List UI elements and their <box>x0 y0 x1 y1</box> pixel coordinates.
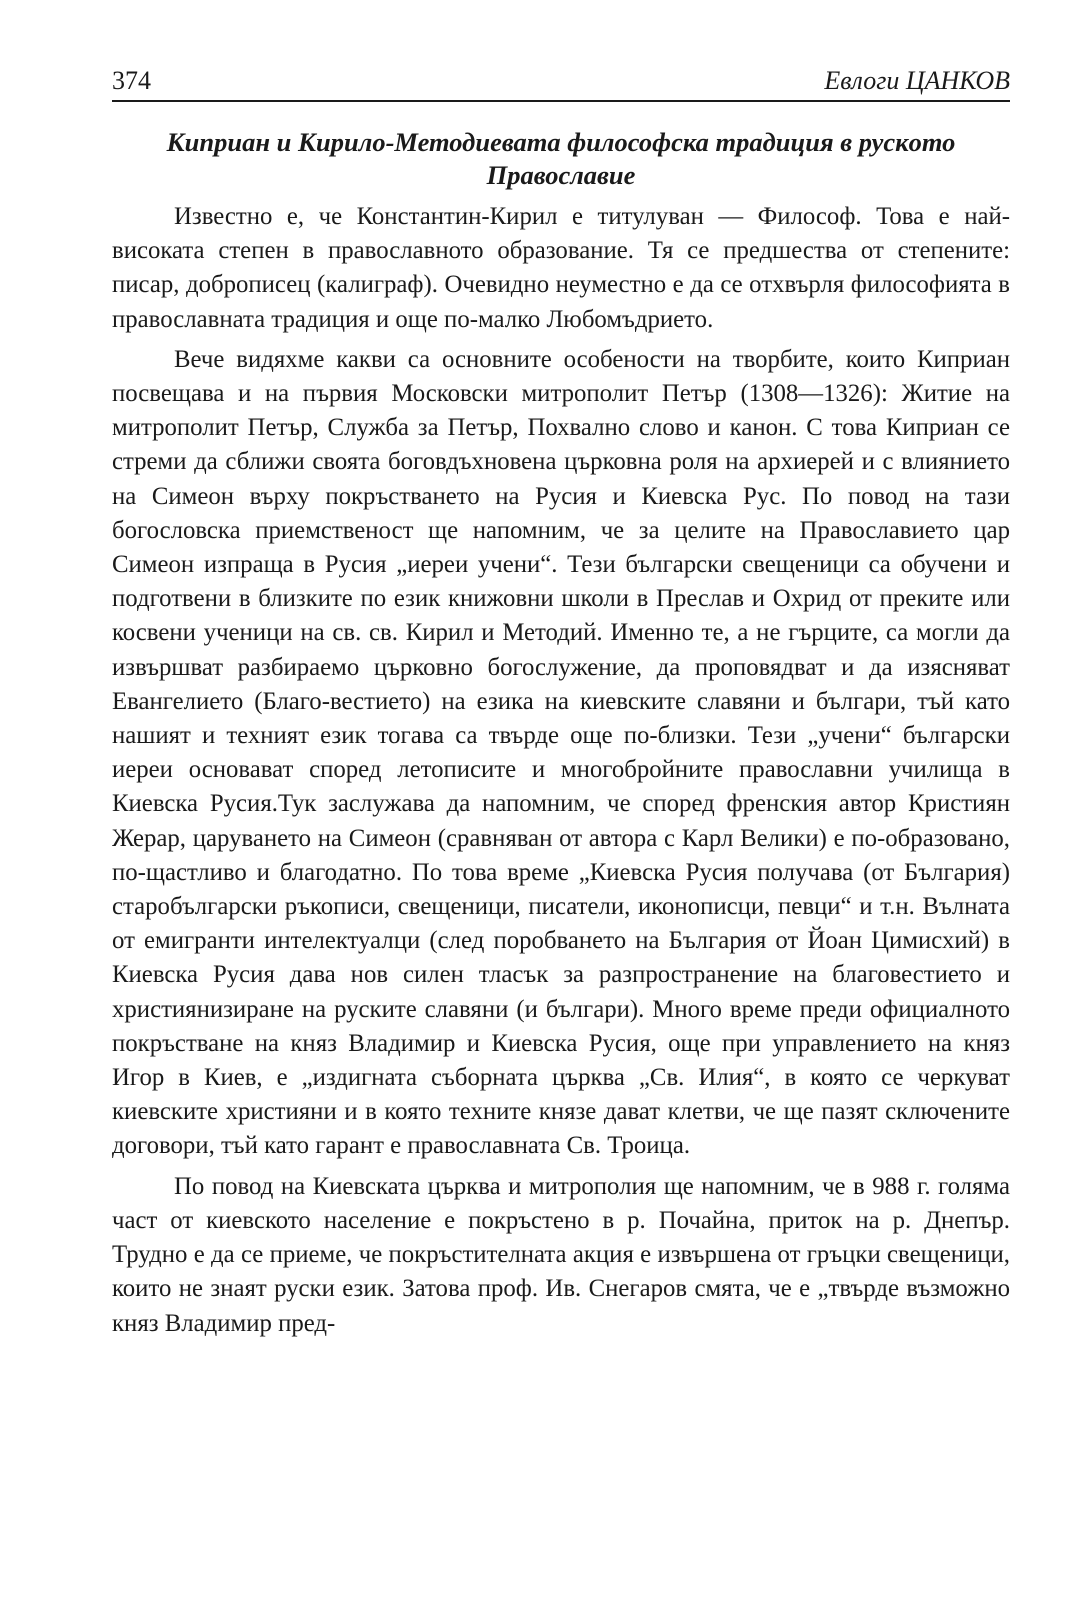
running-header <box>112 64 1010 102</box>
paragraph: Известно е, че Константин-Кирил е титулуван — Философ. Това е най-високата степен в православното образование. Тя се предшества от степените: писар, доброписец (калиграф). Очевидно неуместно е да се отхвърля философията в православната традиция и още по-малко Любомъдрието. <box>112 203 1010 333</box>
body-text <box>112 200 1010 1341</box>
book-page <box>112 64 1010 1341</box>
page-number: 374 <box>112 66 151 95</box>
running-header-author: Евлоги ЦАНКОВ <box>824 66 1010 95</box>
paragraph: Вече видяхме какви са основните особености на творбите, които Киприан посвещава и на първия Московски митрополит Петър (1308—1326): Житие на митрополит Петър, Служба за Петър, Похвално слово и канон. С това Киприан се стреми да сближи своята боговдъхновена църковна роля на архиерей и с влиянието на Симеон върху покръстването на Русия и Киевска Рус. По повод на тази богословска приемственост ще напомним, че за целите на Православието цар Симеон изпраща в Русия „иереи учени“. Тези български свещеници са обучени и подготвени в близките по език книжовни школи в Преслав и Охрид от преките или косвени ученици на св. св. Кирил и Методий. Именно те, а не гърците, са могли да извършват разбираемо църковно богослужение, да проповядват и да изясняват Евангелието (Благо-вестието) на езика на киевските славяни и българи, тъй като нашият и техният език тогава са твърде още по-близки. Тези „учени“ български иереи основават според летописите и многобройните православни училища в Киевска Русия.Тук заслужава да напомним, че според френския автор Кристиян Жерар, царуването на Симеон (сравняван от автора с Карл Велики) е по-образовано, по-щастливо и благодатно. По това време „Киевска Русия получава (от България) старобългарски ръкописи, свещеници, писатели, иконописци, певци“ и т.н. Вълната от емигранти интелектуалци (след поробването на България от Йоан Цимисхий) в Киевска Русия дава нов силен тласък за разпространение на благовестието и християнизиране на руските славяни (и българи). Много време преди официалното покръстване на княз Владимир и Киевска Русия, още при управлението на княз Игор в Киев, е „издигната съборната църква „Св. Илия“, в която се черкуват киевските християни и в която техните князе дават клетви, че ще пазят сключените договори, тъй като гарант е православната Св. Троица. <box>112 345 1010 1160</box>
paragraph: По повод на Киевската църква и митрополия ще напомним, че в 988 г. голяма част от киевското население е покръстено в р. Почайна, приток на р. Днепър. Трудно е да се приеме, че покръстителната акция е извършена от гръцки свещеници, които не знаят руски език. Затова проф. Ив. Снегаров смята, че е „твърде възможно княз Владимир пред- <box>112 1172 1010 1337</box>
section-title: Киприан и Кирило-Методиевата философска традиция в рускoто Православие <box>166 127 956 190</box>
